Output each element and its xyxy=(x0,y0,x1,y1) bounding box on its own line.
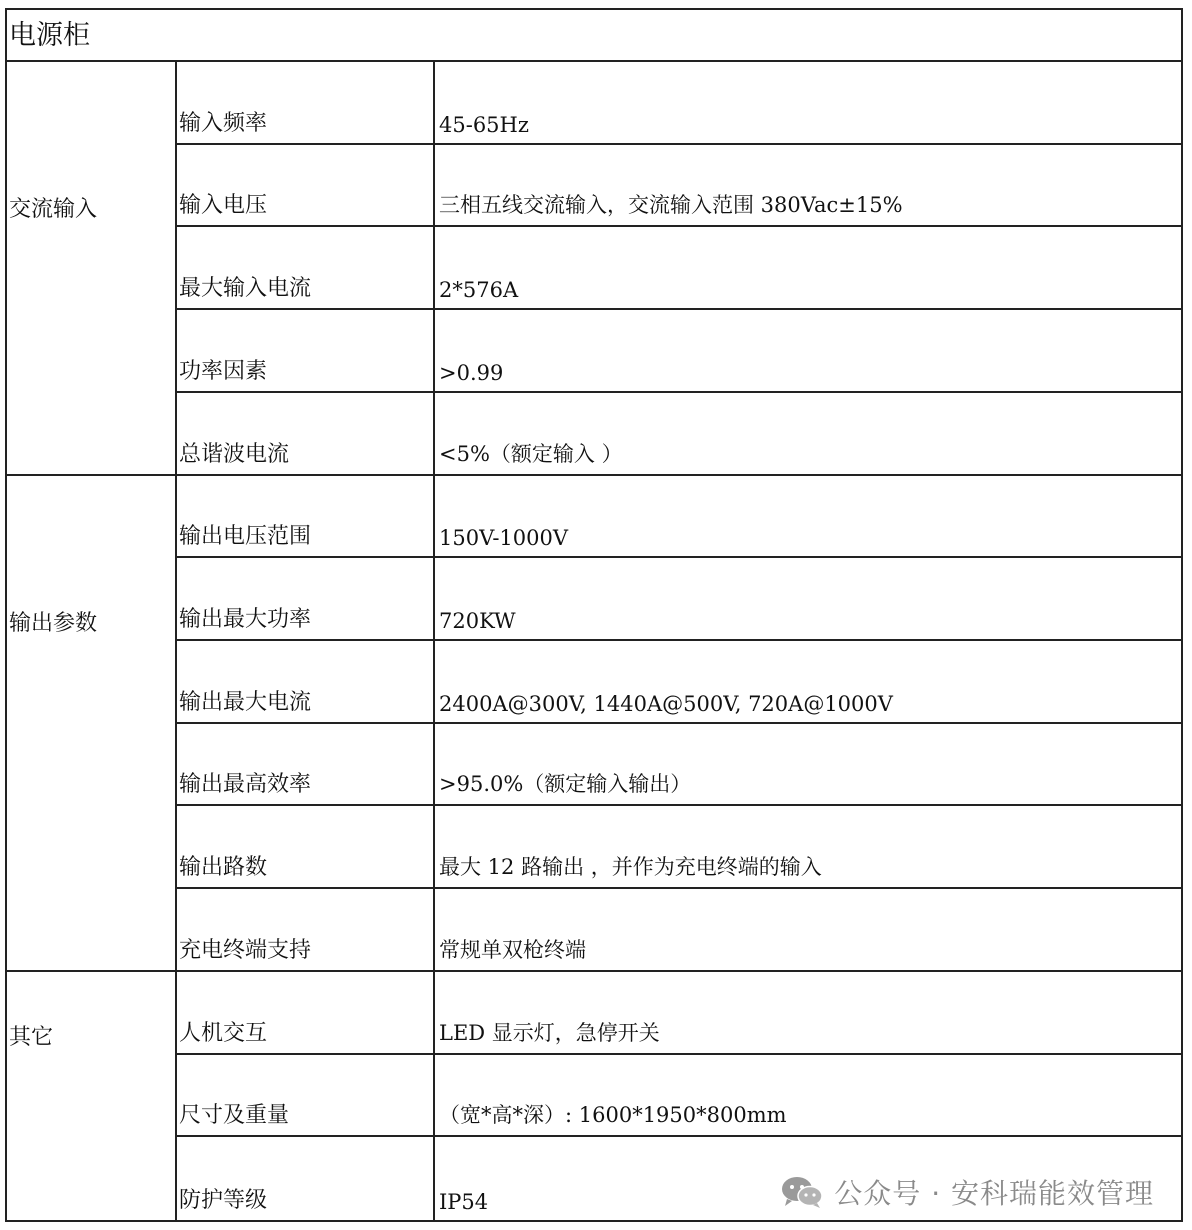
row-label-max-output-power: 输出最大功率 xyxy=(177,558,435,641)
row-label-max-output-efficiency: 输出最高效率 xyxy=(177,724,435,807)
row-label-charging-terminal-support: 充电终端支持 xyxy=(177,889,435,972)
row-label-max-input-current: 最大输入电流 xyxy=(177,227,435,310)
row-value-dimensions-weight: （宽*高*深）: 1600*1950*800mm xyxy=(435,1055,1181,1138)
row-label-output-voltage-range: 输出电压范围 xyxy=(177,476,435,559)
row-value-input-voltage: 三相五线交流输入，交流输入范围 380Vac±15% xyxy=(435,145,1181,228)
row-label-total-harmonic-current: 总谐波电流 xyxy=(177,393,435,476)
spec-grid xyxy=(7,62,1181,1220)
row-label-dimensions-weight: 尺寸及重量 xyxy=(177,1055,435,1138)
row-label-hmi: 人机交互 xyxy=(177,972,435,1055)
row-label-input-voltage: 输入电压 xyxy=(177,145,435,228)
group-output: 输出参数 xyxy=(7,476,177,972)
watermark-text: 公众号 · 安科瑞能效管理 xyxy=(834,1177,1154,1210)
row-value-max-output-efficiency: >95.0%（额定输入输出） xyxy=(435,724,1181,807)
row-value-output-voltage-range: 150V-1000V xyxy=(435,476,1181,559)
row-label-input-frequency: 输入频率 xyxy=(177,62,435,145)
row-value-power-factor: >0.99 xyxy=(435,310,1181,393)
row-value-output-channels: 最大 12 路输出 ，并作为充电终端的输入 xyxy=(435,806,1181,889)
row-label-power-factor: 功率因素 xyxy=(177,310,435,393)
wechat-icon xyxy=(780,1175,824,1209)
watermark xyxy=(780,1172,1154,1212)
row-value-protection-level: IP54 xyxy=(439,1190,489,1214)
row-value-total-harmonic-current: <5%（额定输入 ） xyxy=(435,393,1181,476)
row-label-output-channels: 输出路数 xyxy=(177,806,435,889)
row-value-charging-terminal-support: 常规单双枪终端 xyxy=(435,889,1181,972)
group-other: 其它 xyxy=(7,972,177,1220)
row-value-max-output-power: 720KW xyxy=(435,558,1181,641)
row-label-max-output-current: 输出最大电流 xyxy=(177,641,435,724)
row-value-max-input-current: 2*576A xyxy=(435,227,1181,310)
row-label-protection-level: 防护等级 xyxy=(177,1137,435,1220)
row-value-input-frequency: 45-65Hz xyxy=(435,62,1181,145)
row-value-hmi: LED 显示灯，急停开关 xyxy=(435,972,1181,1055)
group-ac-input: 交流输入 xyxy=(7,62,177,476)
table-title: 电源柜 xyxy=(7,10,1181,62)
spec-table xyxy=(5,8,1183,1222)
row-value-max-output-current: 2400A@300V, 1440A@500V, 720A@1000V xyxy=(435,641,1181,724)
